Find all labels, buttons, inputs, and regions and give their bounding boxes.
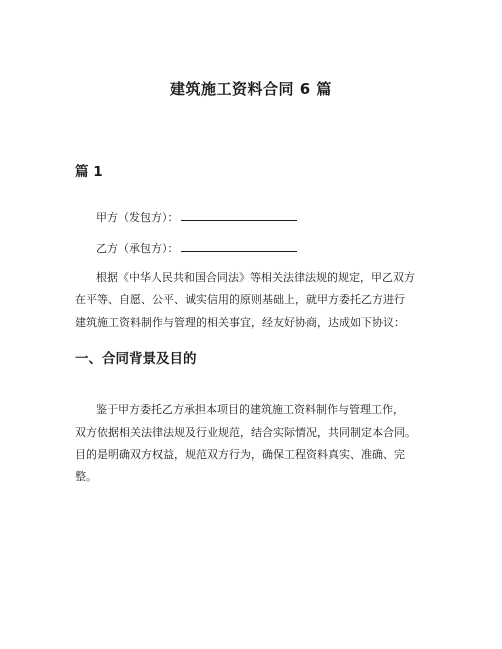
- clause-1-line-2: 双方依据相关法律法规及行业规范，结合实际情况，共同制定本合同。: [75, 426, 416, 439]
- section-heading: 篇 1: [75, 164, 103, 180]
- party-a-label: 甲方（发包方）：: [96, 211, 179, 224]
- clause-1-line-3: 目的是明确双方权益，规范双方行为，确保工程资料真实、准确、完: [75, 448, 405, 461]
- intro-line-2: 在平等、自愿、公平、诚实信用的原则基础上，就甲方委托乙方进行: [75, 293, 405, 306]
- document-title: 建筑施工资料合同 6 篇: [170, 80, 332, 98]
- party-b-label: 乙方（承包方）：: [96, 242, 179, 255]
- party-a-line: [96, 209, 297, 225]
- party-a-blank: [181, 209, 297, 221]
- intro-line-1: 根据《中华人民共和国合同法》等相关法律法规的规定，甲乙双方: [96, 271, 415, 284]
- clause-1-heading: 一、合同背景及目的: [75, 351, 197, 367]
- party-b-line: [96, 240, 297, 256]
- clause-1-line-1: 鉴于甲方委托乙方承担本项目的建筑施工资料制作与管理工作，: [96, 403, 404, 416]
- intro-line-3: 建筑施工资料制作与管理的相关事宜，经友好协商，达成如下协议：: [75, 316, 405, 329]
- party-b-blank: [181, 240, 297, 252]
- clause-1-line-4: 整。: [75, 470, 97, 483]
